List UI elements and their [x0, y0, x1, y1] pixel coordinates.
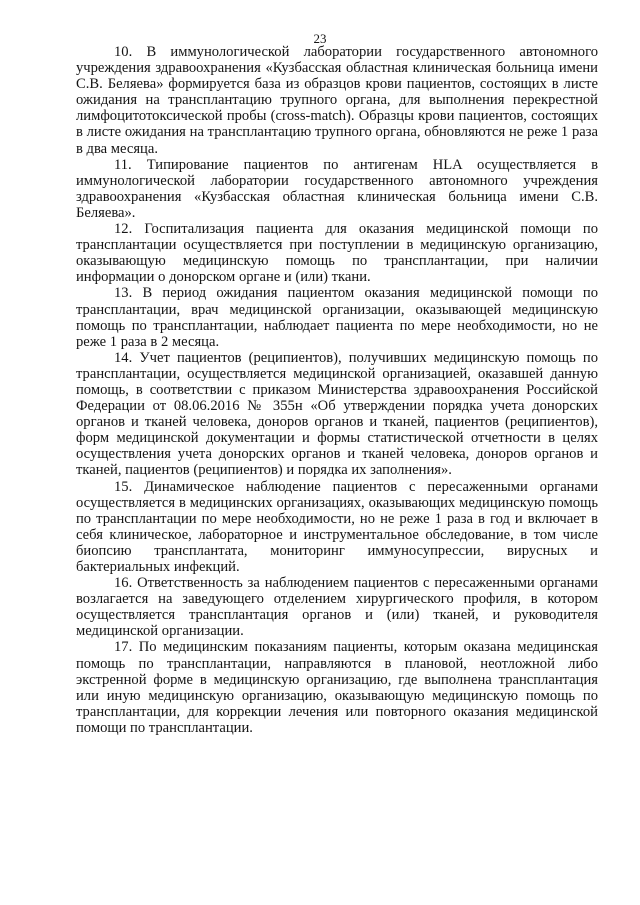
paragraph-13: 13. В период ожидания пациентом оказания медицинской помощи по трансплантации, врач медицинской организации, оказывающей медицинскую помощь по трансплантации, наблюдает пациента по мере необходимости, но не реже 1 раза в 2 месяца.: [76, 285, 598, 350]
paragraph-12: 12. Госпитализация пациента для оказания медицинской помощи по трансплантации осуществляется при поступлении в медицинскую организацию, оказывающую медицинскую помощь по трансплантации, при наличии информации о донорском органе и (или) ткани.: [76, 221, 598, 286]
paragraph-14: 14. Учет пациентов (реципиентов), получивших медицинскую помощь по трансплантации, осуществляется медицинской организацией, оказавшей данную помощь, в соответствии с приказом Министерства здравоохранения Российской Федерации от 08.06.2016 № 355н «Об утверждении порядка учета донорских органов и тканей человека, доноров органов и тканей, пациентов (реципиентов), форм медицинской документации и формы статистической отчетности в целях осуществления учета донорских органов и тканей человека, доноров органов и тканей, пациентов (реципиентов) и порядка их заполнения».: [76, 349, 598, 479]
paragraph-10: 10. В иммунологической лаборатории государственного автономного учреждения здравоохранения «Кузбасская областная клиническая больница имени С.В. Беляева» формируется база из образцов крови пациентов, состоящих в листе ожидания на трансплантацию трупного органа, для выполнения перекрестной лимфоцитотоксической пробы (cross-match). Образцы крови пациентов, состоящих в листе ожидания на трансплантацию трупного органа, обновляются не реже 1 раза в два месяца.: [76, 44, 598, 157]
paragraph-16: 16. Ответственность за наблюдением пациентов с пересаженными органами возлагается на заведующего отделением хирургического профиля, в котором осуществляется трансплантация органов и (или) тканей, и руководителя медицинской организации.: [76, 575, 598, 640]
document-body: [76, 44, 598, 736]
paragraph-15: 15. Динамическое наблюдение пациентов с пересаженными органами осуществляется в медицинских организациях, оказывающих медицинскую помощь по трансплантации по мере необходимости, но не реже 1 раза в год и включает в себя клиническое, лабораторное и инструментальное обследование, в том числе биопсию трансплантата, мониторинг иммуносупрессии, вирусных и бактериальных инфекций.: [76, 478, 598, 575]
paragraph-11: 11. Типирование пациентов по антигенам HLA осуществляется в иммунологической лаборатории государственного автономного учреждения здравоохранения «Кузбасская областная клиническая больница имени С.В. Беляева».: [76, 156, 598, 221]
paragraph-17: 17. По медицинским показаниям пациенты, которым оказана медицинская помощь по трансплантации, направляются в плановой, неотложной либо экстренной форме в медицинскую организацию, где выполнена трансплантация или иную медицинскую организацию, оказывающую медицинскую помощь по трансплантации, для коррекции лечения или повторного оказания медицинской помощи по трансплантации.: [76, 639, 598, 736]
page-number: 23: [313, 31, 327, 46]
